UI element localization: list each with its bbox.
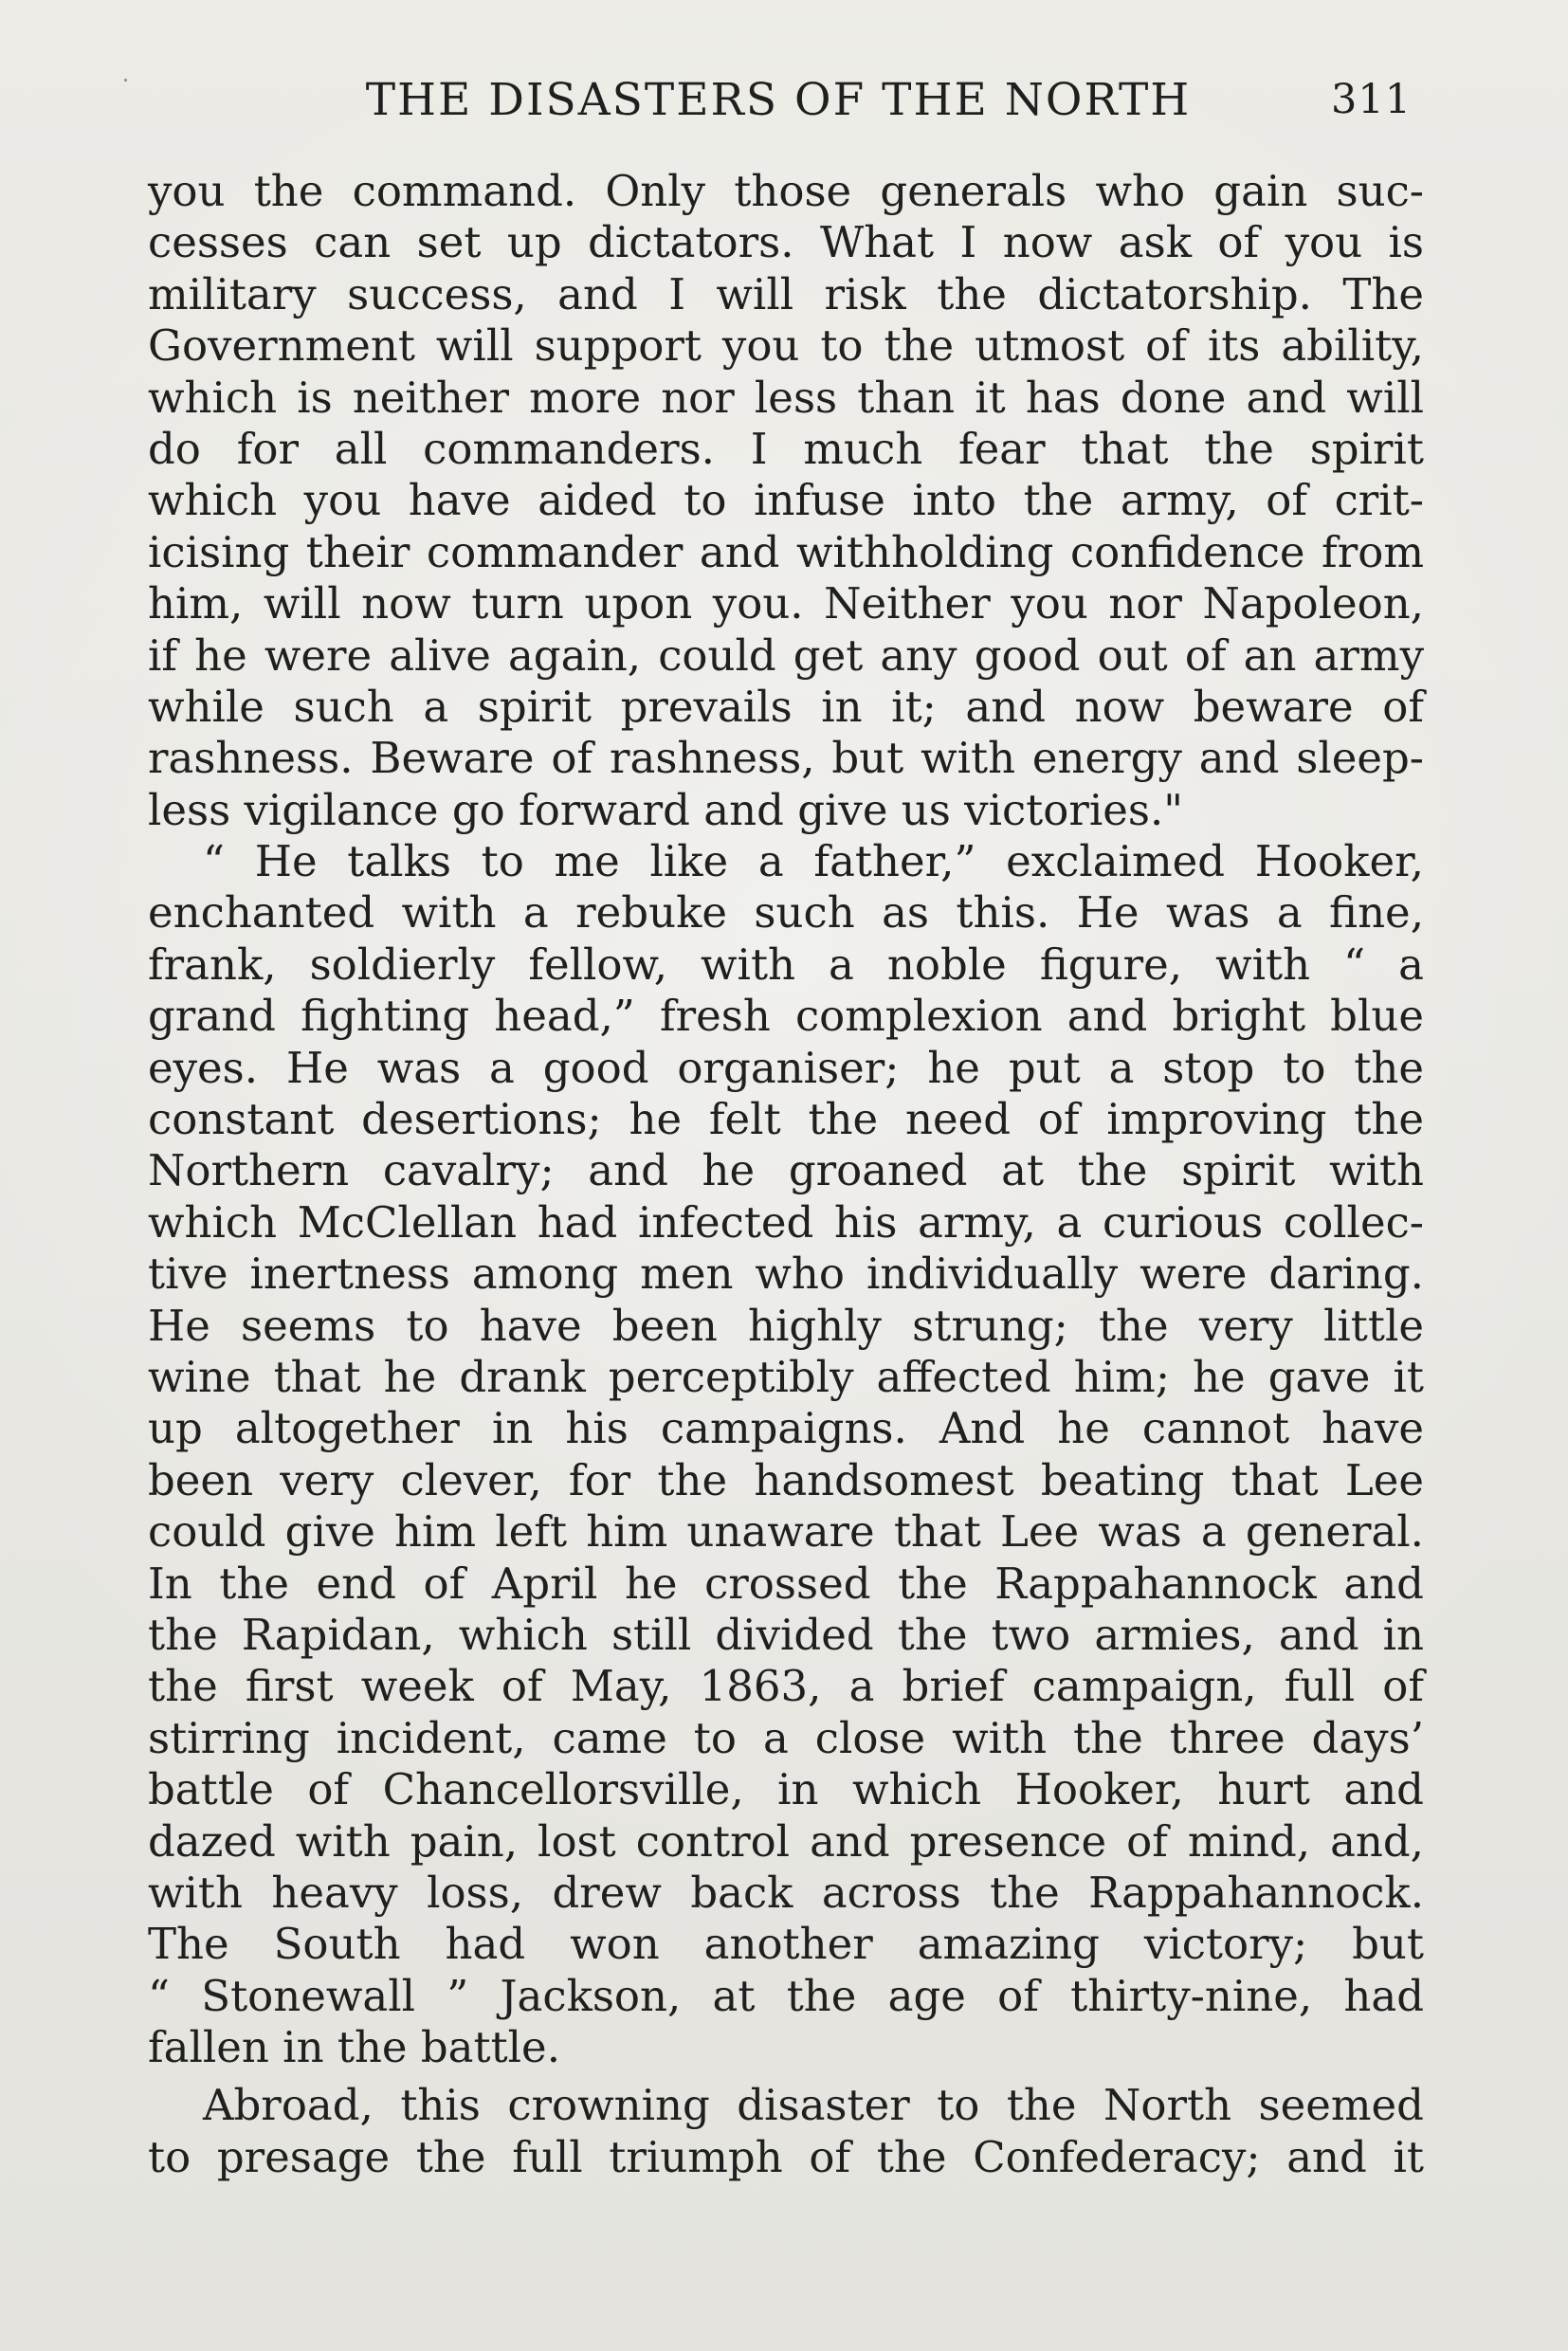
- text-line-3: military success, and I will risk the dictatorship. The: [148, 268, 1424, 319]
- text-line-5: which is neither more nor less than it has done and will: [148, 372, 1424, 423]
- text-line-1: you the command. Only those generals who gain suc-: [148, 166, 1424, 216]
- text-line-29: the Rapidan, which still divided the two armies, and in: [148, 1609, 1424, 1660]
- text-line-27: could give him left him unaware that Lee was a general.: [148, 1506, 1424, 1558]
- text-line-10: if he were alive again, could get any good out of an army: [148, 629, 1424, 681]
- body-text: [148, 166, 1424, 2183]
- text-line-11: while such a spirit prevails in it; and now beware of: [148, 681, 1424, 732]
- text-line-13: less vigilance go forward and give us victories.": [148, 784, 1183, 835]
- text-line-26: been very clever, for the handsomest beating that Lee: [148, 1454, 1424, 1505]
- text-line-24: wine that he drank perceptibly affected him; he gave it: [148, 1351, 1424, 1402]
- text-line-4: Government will support you to the utmost of its ability,: [148, 320, 1424, 372]
- text-line-2: cesses can set up dictators. What I now ask of you is: [148, 217, 1424, 268]
- text-line-37: fallen in the battle.: [148, 2022, 560, 2073]
- text-line-23: He seems to have been highly strung; the very little: [148, 1300, 1424, 1351]
- text-line-22: tive inertness among men who individually were daring.: [148, 1248, 1424, 1300]
- text-line-31: stirring incident, came to a close with the three days’: [148, 1712, 1424, 1763]
- text-line-6: do for all commanders. I much fear that the spirit: [148, 423, 1424, 474]
- text-line-25: up altogether in his campaigns. And he cannot have: [148, 1403, 1424, 1454]
- text-line-34: with heavy loss, drew back across the Rappahannock.: [148, 1867, 1424, 1918]
- paper-speck: [124, 79, 127, 82]
- page-header: [150, 70, 1413, 129]
- page-number: 311: [1331, 76, 1413, 123]
- running-title: THE DISASTERS OF THE NORTH: [365, 73, 1192, 126]
- text-line-30: the first week of May, 1863, a brief campaign, full of: [148, 1661, 1424, 1712]
- text-line-16: frank, soldierly fellow, with a noble figure, with “ a: [148, 939, 1424, 990]
- text-line-17: grand fighting head,” fresh complexion and bright blue: [148, 991, 1424, 1042]
- text-line-7: which you have aided to infuse into the army, of crit-: [148, 475, 1424, 526]
- text-line-20: Northern cavalry; and he groaned at the spirit with: [148, 1145, 1424, 1196]
- text-line-36: “ Stonewall ” Jackson, at the age of thirty-nine, had: [148, 1970, 1424, 2021]
- text-line-39: to presage the full triumph of the Confederacy; and it: [148, 2131, 1424, 2182]
- text-line-19: constant desertions; he felt the need of improving the: [148, 1094, 1424, 1145]
- text-line-9: him, will now turn upon you. Neither you nor Napoleon,: [148, 578, 1424, 629]
- text-line-8: icising their commander and withholding confidence from: [148, 526, 1424, 577]
- text-line-18: eyes. He was a good organiser; he put a stop to the: [148, 1042, 1424, 1093]
- text-line-12: rashness. Beware of rashness, but with energy and sleep-: [148, 733, 1424, 784]
- text-line-33: dazed with pain, lost control and presence of mind, and,: [148, 1815, 1424, 1867]
- text-line-21: which McClellan had infected his army, a curious collec-: [148, 1196, 1424, 1248]
- text-line-35: The South had won another amazing victory; but: [148, 1919, 1424, 1970]
- text-line-15: enchanted with a rebuke such as this. He was a fine,: [148, 887, 1424, 939]
- text-line-14: “ He talks to me like a father,” exclaimed Hooker,: [203, 836, 1424, 887]
- text-line-28: In the end of April he crossed the Rappahannock and: [148, 1558, 1424, 1609]
- text-line-32: battle of Chancellorsville, in which Hooker, hurt and: [148, 1764, 1424, 1815]
- text-line-38: Abroad, this crowning disaster to the North seemed: [203, 2080, 1424, 2131]
